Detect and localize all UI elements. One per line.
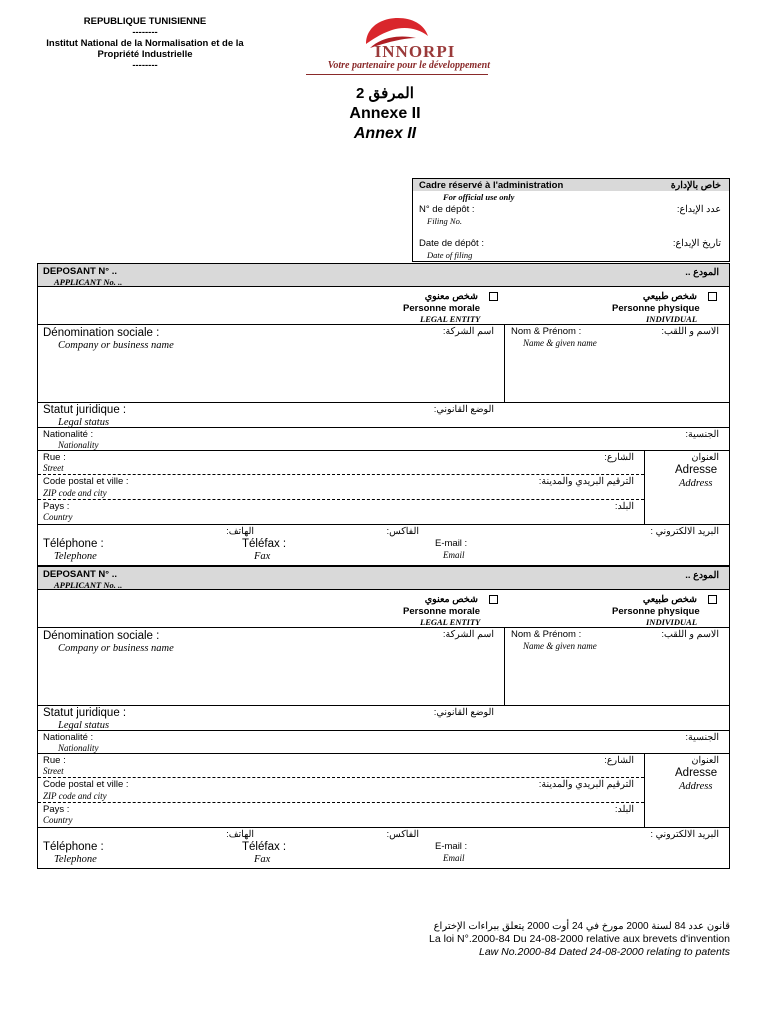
individual-label-en: INDIVIDUAL (646, 617, 698, 627)
zip-city-label: Code postal et ville : (43, 476, 129, 487)
filing-date-label[interactable]: Date de dépôt : (419, 238, 484, 249)
issuer-line-1: REPUBLIQUE TUNISIENNE (83, 16, 207, 27)
country-label: Pays : (43, 501, 70, 512)
telephone-label-ar: الهاتف: (226, 526, 254, 537)
divider (38, 324, 729, 325)
divider (38, 427, 729, 428)
individual-label-ar: شخص طبيعي (642, 594, 697, 605)
admin-box (412, 178, 730, 262)
divider (38, 402, 729, 403)
company-name-field[interactable] (38, 653, 504, 703)
legal-status-label: Statut juridique : (43, 404, 127, 416)
country-label-ar: البلد: (614, 501, 634, 512)
individual-checkbox[interactable] (708, 292, 717, 301)
title-english: Annex II (353, 125, 417, 142)
filing-number-label[interactable]: N° de dépôt : (419, 204, 475, 215)
zip-city-label-en: ZIP code and city (43, 791, 107, 801)
individual-label-ar: شخص طبيعي (642, 291, 697, 302)
fax-label-ar: الفاكس: (386, 526, 419, 537)
footer-law-en: Law No.2000-84 Dated 24-08-2000 relating to patents (478, 946, 730, 958)
email-label-en: Email (443, 550, 465, 560)
email-label: E-mail : (435, 538, 468, 549)
issuer-line-4: Propriété Industrielle (97, 49, 193, 60)
nationality-label-ar: الجنسية: (685, 429, 719, 440)
address-divider (644, 753, 645, 827)
divider (38, 827, 729, 828)
section-header-bar (38, 264, 729, 287)
applicant-number-label-en: APPLICANT No. .. (54, 277, 123, 287)
street-label: Rue : (43, 452, 66, 463)
street-label-ar: الشارع: (604, 452, 634, 463)
logo-wordmark: INNORPI (374, 42, 456, 61)
address-divider (644, 450, 645, 524)
zip-city-label-en: ZIP code and city (43, 488, 107, 498)
full-name-label-en: Name & given name (523, 641, 597, 651)
company-name-label-en: Company or business name (58, 340, 174, 351)
legal-status-label-en: Legal status (58, 417, 110, 428)
title-arabic: المرفق 2 (356, 85, 414, 102)
filing-number-label-en: Filing No. (427, 216, 462, 226)
nationality-label-en: Nationality (58, 743, 99, 753)
zip-city-label: Code postal et ville : (43, 779, 129, 790)
full-name-field[interactable] (505, 651, 730, 703)
applicant-number-label: DEPOSANT N° .. (43, 569, 118, 580)
telephone-label-en: Telephone (54, 854, 97, 865)
logo-tagline: Votre partenaire pour le développement (327, 60, 490, 71)
country-label-en: Country (43, 815, 73, 825)
legal-entity-checkbox[interactable] (489, 292, 498, 301)
fax-label-en: Fax (254, 551, 271, 562)
zip-city-label-ar: الترقيم البريدي والمدينة: (538, 779, 634, 790)
fax-label: Téléfax : (242, 841, 287, 853)
legal-entity-label-fr: Personne morale (403, 606, 481, 617)
legal-status-label-ar: الوضع القانوني: (433, 404, 494, 415)
full-name-label: Nom & Prénom : (511, 629, 582, 640)
country-label-ar: البلد: (614, 804, 634, 815)
fax-label-ar: الفاكس: (386, 829, 419, 840)
dotted-divider (38, 474, 644, 475)
full-name-label: Nom & Prénom : (511, 326, 582, 337)
company-name-label: Dénomination sociale : (43, 630, 160, 642)
divider (38, 627, 729, 628)
country-label-en: Country (43, 512, 73, 522)
company-name-label-ar: اسم الشركة: (442, 326, 494, 337)
telephone-label: Téléphone : (43, 841, 104, 853)
individual-label-fr: Personne physique (612, 303, 700, 314)
title-french: Annexe II (349, 105, 421, 122)
issuer-line-2: -------- (132, 27, 158, 38)
telephone-label-en: Telephone (54, 551, 97, 562)
issuer-block (40, 16, 250, 71)
address-label-en: Address (679, 781, 713, 792)
dotted-divider (38, 499, 644, 500)
logo-underline (306, 74, 488, 75)
company-name-label-en: Company or business name (58, 643, 174, 654)
applicant-number-label-ar: المودع .. (685, 570, 719, 581)
fax-label-en: Fax (254, 854, 271, 865)
legal-entity-label-en: LEGAL ENTITY (420, 617, 481, 627)
applicant-number-label-ar: المودع .. (685, 267, 719, 278)
full-name-label-ar: الاسم و اللقب: (661, 326, 719, 337)
divider (38, 705, 729, 706)
legal-entity-label-fr: Personne morale (403, 303, 481, 314)
company-name-label-ar: اسم الشركة: (442, 629, 494, 640)
depositor-section-1 (37, 263, 730, 566)
issuer-line-5: -------- (132, 60, 158, 71)
street-label-en: Street (43, 766, 64, 776)
section-header-bar (38, 567, 729, 590)
address-label-ar: العنوان (691, 755, 719, 766)
legal-entity-label-ar: شخص معنوي (424, 291, 478, 302)
nationality-label: Nationalité : (43, 732, 94, 743)
fax-label: Téléfax : (242, 538, 287, 550)
issuer-line-3: Institut National de la Normalisation et de la (46, 38, 244, 49)
telephone-label-ar: الهاتف: (226, 829, 254, 840)
address-label-fr: Adresse (675, 464, 718, 476)
street-label-en: Street (43, 463, 64, 473)
filing-date-label-en: Date of filing (427, 250, 473, 260)
legal-entity-label-ar: شخص معنوي (424, 594, 478, 605)
divider (38, 730, 729, 731)
street-label-ar: الشارع: (604, 755, 634, 766)
legal-footer (0, 920, 730, 959)
admin-title-en: For official use only (443, 192, 515, 202)
divider (38, 524, 729, 525)
legal-status-label-ar: الوضع القانوني: (433, 707, 494, 718)
legal-status-label-en: Legal status (58, 720, 110, 731)
footer-law-ar: قانون عدد 84 لسنة 2000 مورخ في 24 أوت 2000 يتعلق ببراءات الإختراع (433, 921, 730, 932)
legal-entity-label-en: LEGAL ENTITY (420, 314, 481, 324)
filing-date-label-ar: تاريخ الإيداع: (672, 238, 721, 249)
divider (38, 753, 729, 754)
divider (38, 450, 729, 451)
address-label-fr: Adresse (675, 767, 718, 779)
dotted-divider (38, 777, 644, 778)
individual-label-en: INDIVIDUAL (646, 314, 698, 324)
nationality-label-en: Nationality (58, 440, 99, 450)
admin-title-ar: خاص بالإدارة (670, 180, 721, 191)
dotted-divider (38, 802, 644, 803)
legal-status-label: Statut juridique : (43, 707, 127, 719)
applicant-number-label: DEPOSANT N° .. (43, 266, 118, 277)
email-label: E-mail : (435, 841, 468, 852)
admin-title-fr: Cadre réservé à l'administration (419, 180, 564, 191)
zip-city-label-ar: الترقيم البريدي والمدينة: (538, 476, 634, 487)
address-label-ar: العنوان (691, 452, 719, 463)
address-label-en: Address (679, 478, 713, 489)
company-name-field[interactable] (38, 350, 504, 400)
innorpi-logo (300, 14, 490, 78)
nationality-label: Nationalité : (43, 429, 94, 440)
legal-entity-checkbox[interactable] (489, 595, 498, 604)
country-label: Pays : (43, 804, 70, 815)
telephone-label: Téléphone : (43, 538, 104, 550)
full-name-label-ar: الاسم و اللقب: (661, 629, 719, 640)
document-title (0, 84, 770, 144)
nationality-label-ar: الجنسية: (685, 732, 719, 743)
full-name-field[interactable] (505, 348, 730, 400)
email-label-en: Email (443, 853, 465, 863)
company-name-label: Dénomination sociale : (43, 327, 160, 339)
filing-number-label-ar: عدد الإيداع: (676, 204, 721, 215)
email-label-ar: البريد الالكتروني : (650, 829, 719, 840)
email-label-ar: البريد الالكتروني : (650, 526, 719, 537)
full-name-label-en: Name & given name (523, 338, 597, 348)
street-label: Rue : (43, 755, 66, 766)
depositor-section-2 (37, 566, 730, 869)
individual-label-fr: Personne physique (612, 606, 700, 617)
applicant-number-label-en: APPLICANT No. .. (54, 580, 123, 590)
individual-checkbox[interactable] (708, 595, 717, 604)
footer-law-fr: La loi N°.2000-84 Du 24-08-2000 relative aux brevets d'invention (429, 933, 730, 945)
